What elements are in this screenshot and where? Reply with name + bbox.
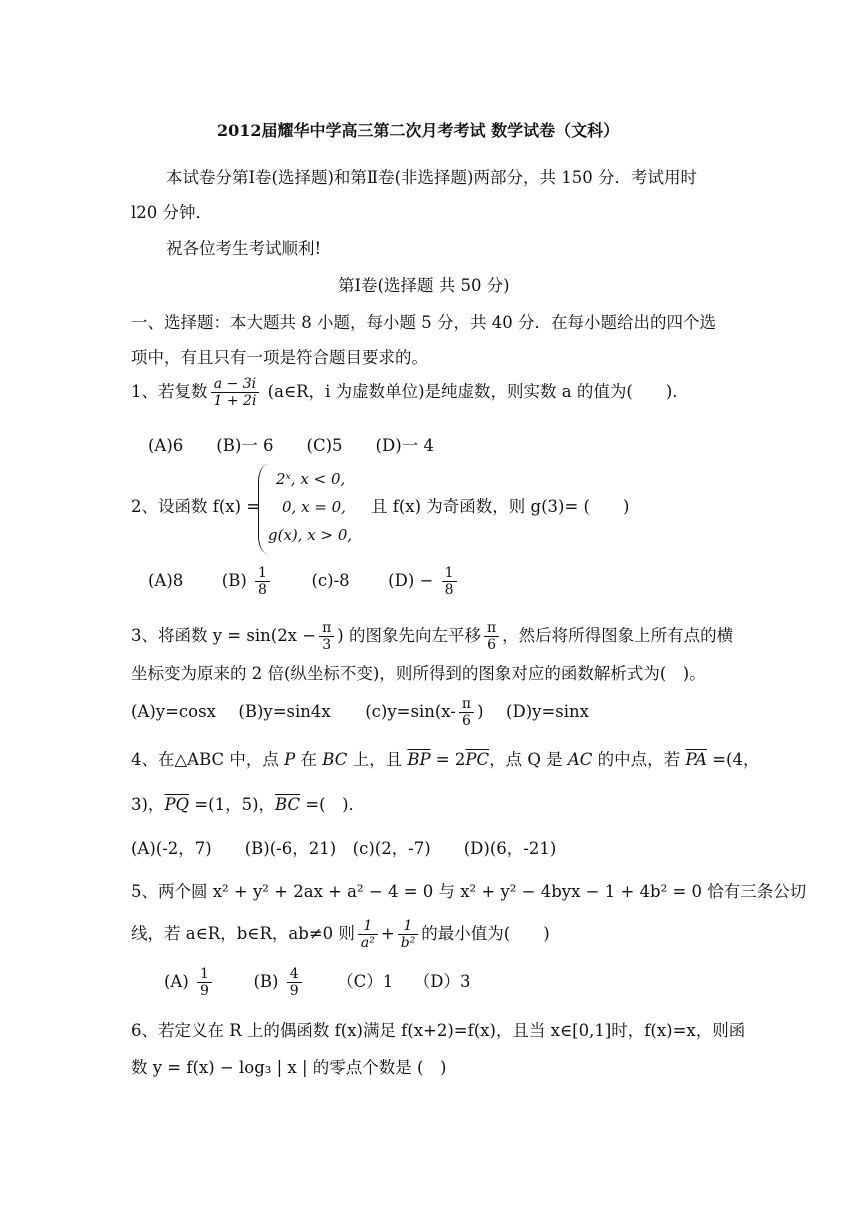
q3-opt-b: (B)y=sin4x (238, 702, 331, 722)
q3-opt-a: (A)y=cosx (131, 702, 216, 722)
q3-suffix: ，然后将所得图象上所有点的横 (502, 626, 734, 646)
q3-mid: ) 的图象先向左平移 (337, 626, 481, 646)
q1-prefix: 1、若复数 (131, 382, 208, 402)
q4-segment-ac: AC (567, 750, 593, 769)
q5-frac-1 (358, 918, 378, 951)
q6-line-1: 6、若定义在 R 上的偶函数 f(x)满足 f(x+2)=f(x)，且当 x∈[0,1]时，f(x)=x，则函 (131, 1021, 746, 1040)
q3-frac1-den: 3 (322, 637, 332, 654)
q5-opt-a-den: 9 (200, 983, 209, 1000)
q5-opt-b-frac (287, 966, 302, 999)
q2-opt-b-num: 1 (255, 565, 270, 582)
q3-options (131, 696, 589, 729)
question-4 (131, 752, 759, 769)
q5-options (164, 966, 471, 999)
question-3 (131, 620, 733, 653)
q2-case-3: g(x), x > 0, (268, 526, 353, 544)
q5-opt-c: （C）1 (337, 972, 394, 992)
q2-opt-a: (A)8 (148, 571, 184, 591)
q2-opt-d-frac (442, 565, 457, 598)
q5-opt-b-den: 9 (289, 983, 299, 1000)
q3-frac2-den: 6 (487, 637, 497, 654)
q3-opt-c-frac (459, 696, 474, 729)
q4-vector-pa: $\overline{PA}$ (685, 750, 707, 769)
q3-frac2-num: π (484, 620, 499, 637)
q2-options (148, 565, 460, 598)
q2-prefix: 2、设函数 f(x) = (131, 497, 261, 516)
section1-line-1: 一、选择题：本大题共 8 小题，每小题 5 分，共 40 分．在每小题给出的四个选 (131, 313, 716, 332)
q3-opt-c-post: ) (477, 702, 484, 722)
q1-fraction (211, 376, 260, 409)
q4-options: (A)(-2，7) (B)(-6，21) (c)(2，-7) (D)(6，-21) (131, 839, 557, 858)
q3-frac1-num: π (319, 620, 334, 637)
q4-eq: = 2 (430, 750, 466, 769)
q5-opt-b-num: 4 (287, 966, 302, 983)
q5-line-2 (131, 918, 550, 951)
q4-l2-b: =(1，5)， (189, 795, 276, 814)
section1-line-2: 项中，有且只有一项是符合题目要求的。 (131, 348, 428, 367)
q3-opt-d: (D)y=sinx (506, 702, 589, 722)
q4-segment-bc: BC (322, 750, 348, 769)
q3-opt-c-pre: (c)y=sin(x- (365, 702, 456, 722)
q2-opt-c: (c)-8 (311, 571, 350, 591)
q5-opt-d: （D）3 (413, 972, 471, 992)
q5-f2-num: 1 (398, 918, 419, 935)
q3-frac-1 (319, 620, 334, 653)
q4-vector-bp: $\overline{BP}$ (407, 750, 431, 769)
q2-opt-d-den: 8 (444, 582, 454, 599)
q5-opt-a-frac (197, 966, 212, 999)
q5-frac-2 (398, 918, 419, 951)
q4-l2-c: =( )． (300, 795, 366, 814)
intro-line-2: l20 分钟． (131, 203, 213, 222)
q4-text-1: 4、在△ABC 中，点 (131, 750, 285, 769)
part1-heading: 第Ⅰ卷(选择题 共 50 分) (338, 276, 510, 295)
q2-opt-d-label: (D) − (388, 571, 434, 591)
q1-frac-num: a − 3i (211, 376, 260, 393)
q1-options: (A)6 (B)一 6 (C)5 (D)一 4 (148, 436, 434, 455)
q4-text-6: =(4， (706, 750, 760, 769)
q1-frac-den: 1 + 2i (213, 393, 257, 410)
q5-opt-a-num: 1 (197, 966, 212, 983)
q5-f1-num: 1 (358, 918, 378, 935)
q4-text-5: 的中点，若 (592, 750, 686, 769)
q4-point-p: P (284, 750, 296, 769)
q3-opt-c-den: 6 (462, 713, 471, 730)
q3-line-2: 坐标变为原来的 2 倍(纵坐标不变)，则所得到的图象对应的函数解析式为( )。 (131, 664, 706, 683)
q4-vector-pq: $\overline{PQ}$ (164, 795, 190, 814)
q5-line2-post: 的最小值为( ) (421, 924, 550, 944)
q5-opt-a: (A) (164, 972, 189, 992)
q1-suffix: (a∈R，i 为虚数单位)是纯虚数，则实数 a 的值为( )． (262, 382, 689, 402)
intro-wish: 祝各位考生考试顺利! (166, 239, 322, 258)
q2-opt-d-num: 1 (442, 565, 457, 582)
q2-opt-b-frac (255, 565, 270, 598)
q2-case-2: 0, x = 0, (282, 498, 346, 516)
q4-text-4: ，点 Q 是 (489, 750, 568, 769)
q2-case-1: 2ˣ, x < 0, (276, 470, 346, 488)
q6-line-2: 数 y = f(x) − log₃ | x | 的零点个数是 ( ) (131, 1058, 447, 1077)
q3-frac-2 (484, 620, 499, 653)
q4-l2-a: 3)， (131, 795, 165, 814)
q5-f2-den: b² (400, 935, 416, 952)
q2-opt-b-den: 8 (258, 582, 267, 599)
q4-vector-bc: $\overline{BC}$ (275, 795, 301, 814)
q5-line2-pre: 线，若 a∈R，b∈R，ab≠0 则 (131, 924, 355, 944)
intro-line-1: 本试卷分第Ⅰ卷(选择题)和第Ⅱ卷(非选择题)两部分，共 150 分．考试用时 (166, 168, 697, 187)
exam-title: 2012届耀华中学高三第二次月考考试 数学试卷（文科） (217, 121, 620, 140)
q5-line-1: 5、两个圆 x² + y² + 2ax + a² − 4 = 0 与 x² + y² − 4byx − 1 + 4b² = 0 恰有三条公切 (131, 882, 807, 901)
q2-opt-b-label: (B) (221, 571, 247, 591)
question-1 (131, 376, 689, 409)
q5-f1-den: a² (360, 935, 375, 952)
q3-opt-c-num: π (459, 696, 474, 713)
q4-line-2 (131, 797, 365, 814)
q2-suffix: 且 f(x) 为奇函数，则 g(3)= ( ) (371, 497, 630, 516)
q4-vector-pc: $\overline{PC}$ (465, 750, 490, 769)
q5-plus: + (380, 924, 395, 944)
q4-text-3: 上，且 (347, 750, 408, 769)
q3-prefix: 3、将函数 y = sin(2x − (131, 626, 317, 646)
q4-text-2: 在 (295, 750, 323, 769)
q5-opt-b: (B) (253, 972, 279, 992)
